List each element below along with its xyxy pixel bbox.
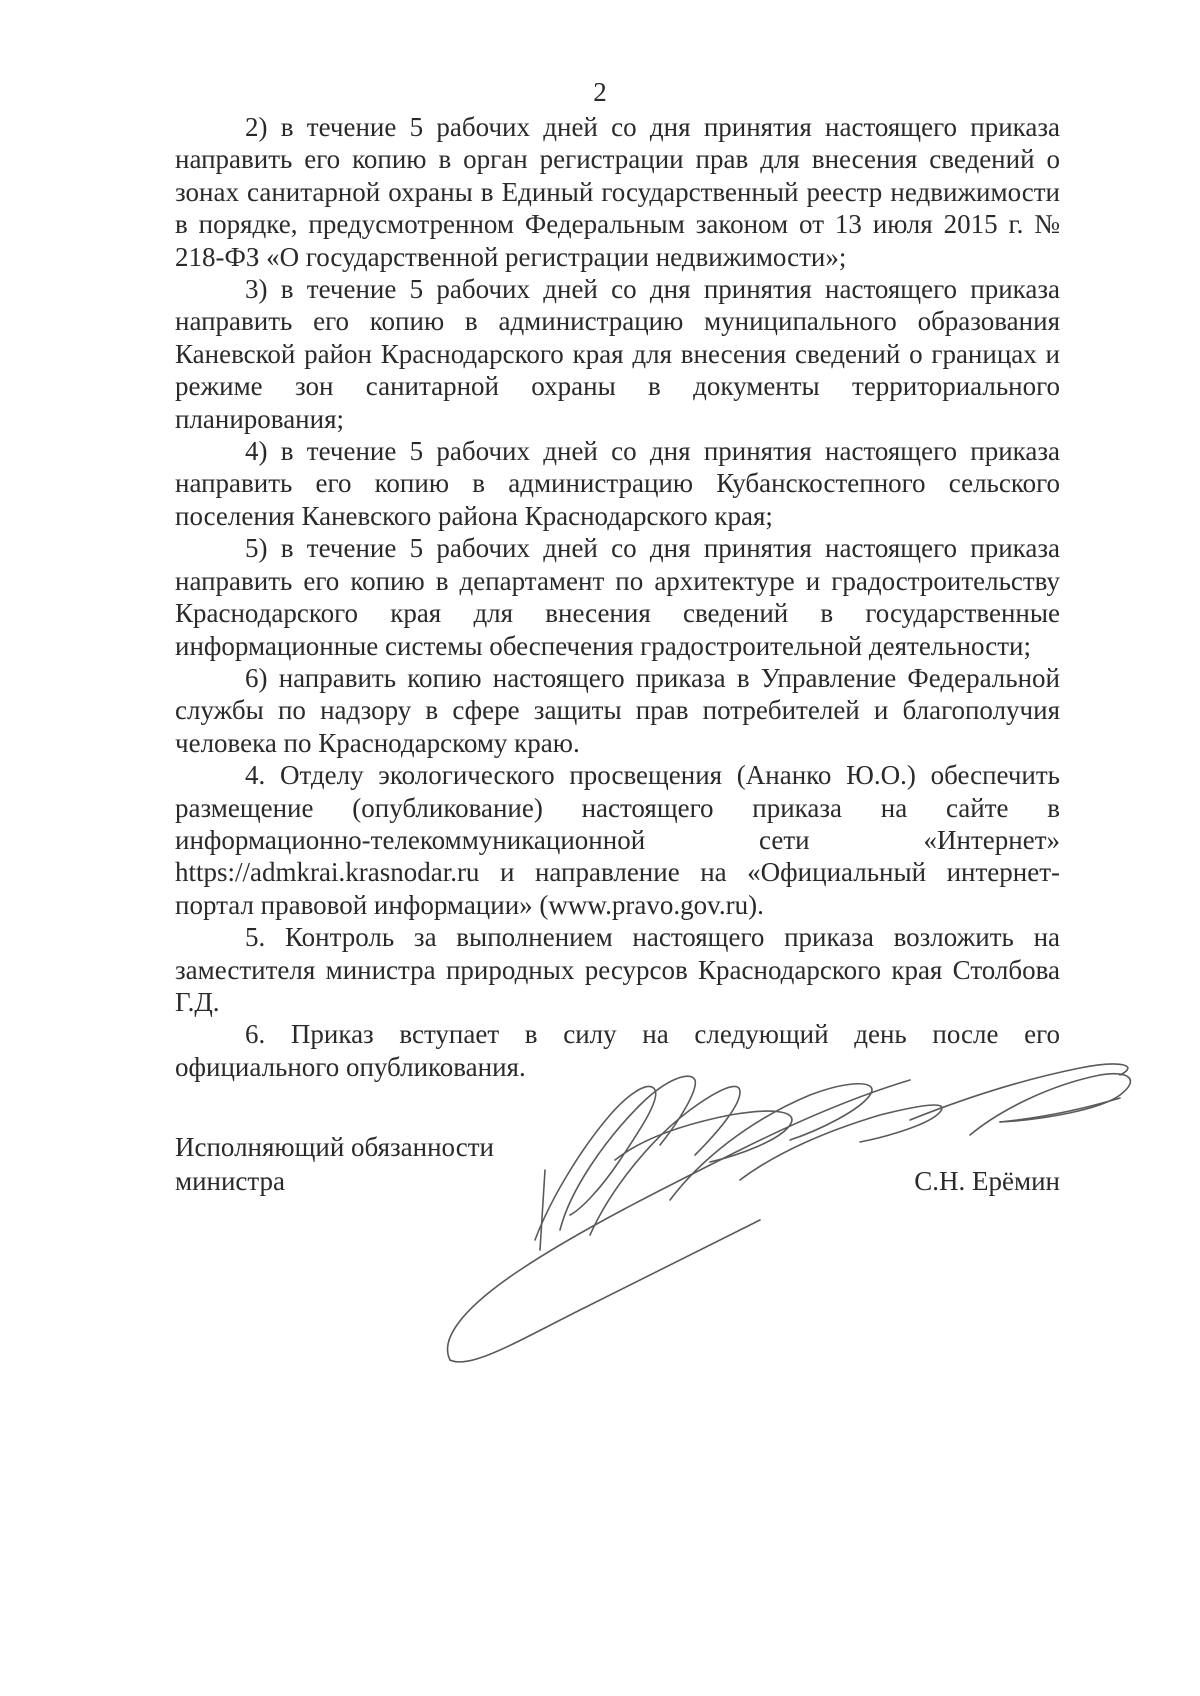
signer-position-line2: министра (175, 1166, 286, 1196)
paragraph-point-6: 6. Приказ вступает в силу на следующий день после его официального опубликования. (175, 1019, 1060, 1082)
document-body (175, 111, 1060, 1083)
paragraph-point-4: 4. Отделу экологического просвещения (Ананко Ю.О.) обеспечить размещение (опубликование) настоящего приказа на сайте в информационно-телекоммуникационной сети «Интернет» https://admkrai.krasnodar.ru и направление на «Официальный интернет-портал правовой информации» (www.pravo.gov.ru). (175, 760, 1060, 920)
paragraph-item-6: 6) направить копию настоящего приказа в Управление Федеральной службы по надзору в сфере защиты прав потребителей и благополучия человека по Краснодарскому краю. (175, 662, 1060, 758)
signer-name: С.Н. Ерёмин (914, 1166, 1060, 1196)
paragraph-item-5: 5) в течение 5 рабочих дней со дня принятия настоящего приказа направить его копию в департамент по архитектуре и градостроительству Краснодарского края для внесения сведений в государственные информационные системы обеспечения градостроительной деятельности; (175, 533, 1060, 661)
paragraph-item-2: 2) в течение 5 рабочих дней со дня принятия настоящего приказа направить его копию в орган регистрации прав для внесения сведений о зонах санитарной охраны в Единый государственный реестр недвижимости в порядке, предусмотренном Федеральным законом от 13 июля 2015 г. № 218-ФЗ «О государственной регистрации недвижимости»; (175, 112, 1060, 272)
paragraph-point-5: 5. Контроль за выполнением настоящего приказа возложить на заместителя министра природных ресурсов Краснодарского края Столбова Г.Д. (175, 922, 1060, 1017)
paragraph-item-3: 3) в течение 5 рабочих дней со дня принятия настоящего приказа направить его копию в администрацию муниципального образования Каневской район Краснодарского края для внесения сведений о границах и режиме зон санитарной охраны в документы территориального планирования; (175, 274, 1060, 434)
handwritten-signature-icon (440, 1040, 1200, 1400)
signer-position-line1: Исполняющий обязанности (175, 1132, 494, 1162)
page-number: 2 (593, 77, 607, 107)
paragraph-item-4: 4) в течение 5 рабочих дней со дня принятия настоящего приказа направить его копию в администрацию Кубанскостепного сельского поселения Каневского района Краснодарского края; (175, 436, 1060, 531)
